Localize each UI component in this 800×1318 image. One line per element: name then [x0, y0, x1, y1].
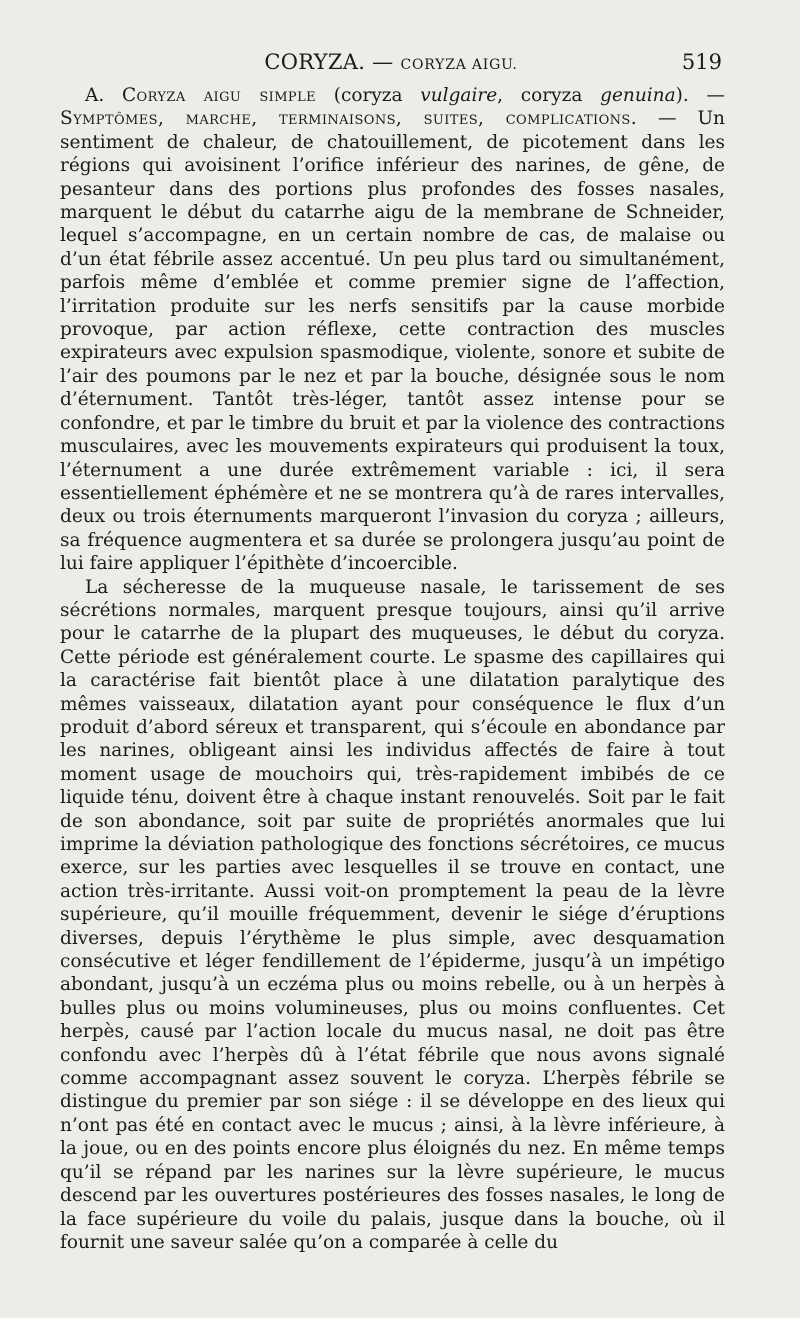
page-header: [60, 50, 722, 80]
running-title: CORYZA.: [264, 50, 366, 74]
paragraph-1-text: — Un sentiment de chaleur, de chatouillement, de picotement dans les régions qui avoisinent l’orifice inférieur des narines, de gêne, de pesanteur dans des portions plus profondes des fosses nasales, marquent le début du catarrhe aigu de la membrane de Schneider, lequel s’accompagne, en un certain nombre de cas, de malaise ou d’un état fébrile assez accentué. Un peu plus tard ou simultanément, parfois même d’emblée et comme premier signe de l’affection, l’irritation produite sur les nerfs sensitifs par la cause morbide provoque, par action réflexe, cette contraction des muscles expirateurs avec expulsion spasmodique, violente, sonore et subite de l’air des poumons par le nez et par la bouche, désignée sous le nom d’éternument. Tantôt très-léger, tantôt assez intense pour se confondre, et par le timbre du bruit et par la violence des contractions musculaires, avec les mouvements expirateurs qui produisent la toux, l’éternument a une durée extrêmement variable : ici, il sera essentiellement éphémère et ne se montrera qu’à de rares intervalles, deux ou trois éternuments marqueront l’invasion du coryza ; ailleurs, sa fréquence augmentera et sa durée se prolongera jusqu’au point de lui faire appliquer l’épithète d’incoercible.: [60, 108, 725, 575]
section-label: A.: [85, 85, 122, 106]
header-separator: —: [365, 50, 401, 74]
body-text: [60, 84, 725, 1254]
section-heading: Coryza aigu simple: [122, 85, 316, 106]
running-head: [60, 50, 722, 74]
paragraph-2: La sécheresse de la muqueuse nasale, le tarissement de ses sécrétions normales, marquent presque toujours, ainsi qu’il arrive pour le catarrhe de la plupart des muqueuses, le début du coryza. Cette période est généralement courte. Le spasme des capillaires qui la caractérise fait bientôt place à une dilatation paralytique des mêmes vaisseaux, dilatation ayant pour conséquence le flux d’un produit d’abord séreux et transparent, qui s’écoule en abondance par les narines, obligeant ainsi les individus affectés de faire à tout moment usage de mouchoirs qui, très-rapidement imbibés de ce liquide ténu, doivent être à chaque instant renouvelés. Soit par le fait de son abondance, soit par suite de propriétés anormales que lui imprime la déviation pathologique des fonctions sécrétoires, ce mucus exerce, sur les parties avec lesquelles il se trouve en contact, une action très-irritante. Aussi voit-on promptement la peau de la lèvre supérieure, qu’il mouille fréquemment, devenir le siége d’éruptions diverses, depuis l’érythème le plus simple, avec desquamation consécutive et léger fendillement de l’épiderme, jusqu’à un impétigo abondant, jusqu’à un eczéma plus ou moins rebelle, ou à un herpès à bulles plus ou moins volumineuses, plus ou moins confluentes. Cet herpès, causé par l’action locale du mucus nasal, ne doit pas être confondu avec l’herpès dû à l’état fébrile que nous avons signalé comme accompagnant assez souvent le coryza. L’herpès fébrile se distingue du premier par son siége : il se développe en des lieux qui n’ont pas été en contact avec le mucus ; ainsi, à la lèvre inférieure, à la joue, ou en des points encore plus éloignés du nez. En même temps qu’il se répand par les narines sur la lèvre supérieure, le mucus descend par les ouvertures postérieures des fosses nasales, le long de la face supérieure du voile du palais, jusque dans la bouche, où il fournit une saveur salée qu’on a comparée à celle du: [60, 576, 725, 1253]
paren-close: ). —: [675, 85, 725, 106]
paren-open: (coryza: [316, 85, 421, 106]
alias-comma: , coryza: [497, 85, 601, 106]
page-number: 519: [681, 50, 722, 74]
alias-genuina: genuina: [600, 85, 676, 106]
section-topics: Symptômes, marche, terminaisons, suites, complications.: [60, 108, 637, 130]
alias-vulgaire: vulgaire: [420, 85, 498, 106]
paragraph-1: [60, 84, 725, 576]
running-subtitle: CORYZA AIGU.: [400, 57, 518, 73]
